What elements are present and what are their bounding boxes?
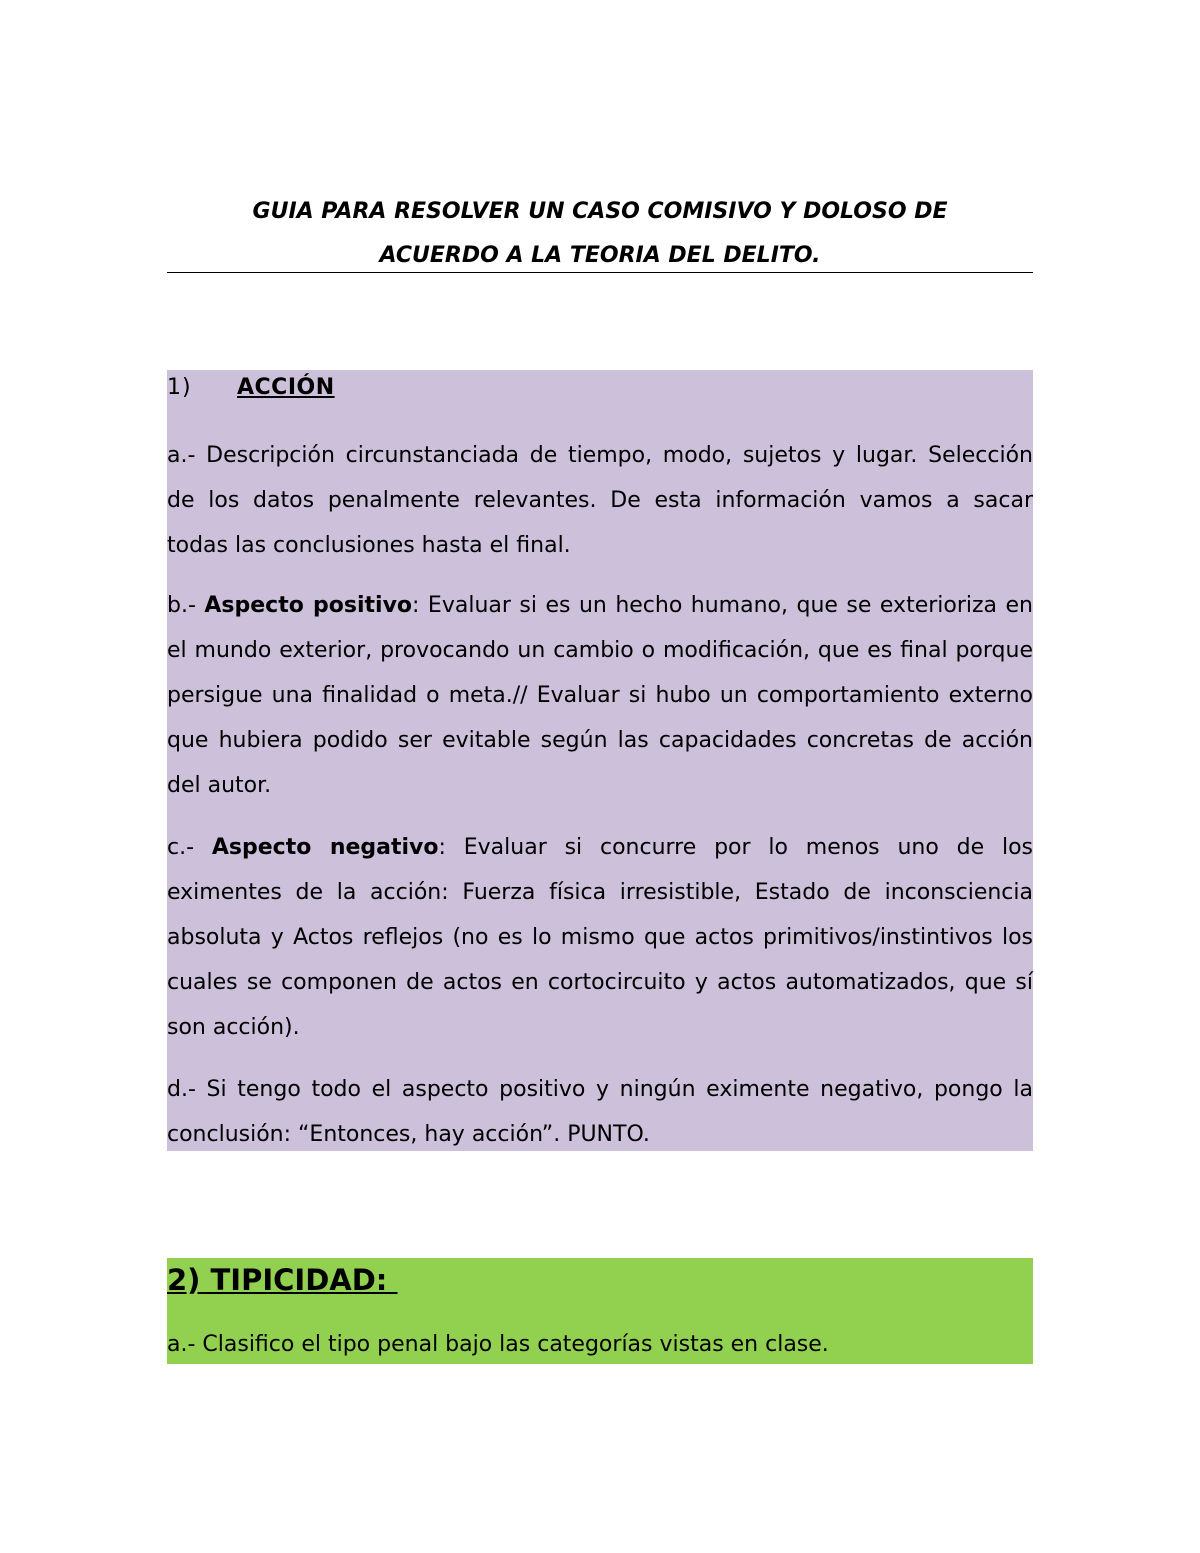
- section-accion-heading: [167, 370, 1033, 406]
- accion-item-a: a.- Descripción circunstanciada de tiempo, modo, sujetos y lugar. Selección de los datos penalmente relevantes. De esta información vamos a sacar todas las conclusiones hasta el final.: [167, 443, 1033, 558]
- section-tipicidad-heading: 2) TIPICIDAD:: [167, 1263, 398, 1297]
- document-title: [167, 190, 1033, 273]
- title-line-1: GUIA PARA RESOLVER UN CASO COMISIVO Y DOLOSO DE: [252, 199, 948, 224]
- section-accion: [167, 370, 1033, 1151]
- accion-item-b-prefix: b.-: [167, 593, 205, 618]
- section-tipicidad: [167, 1258, 1033, 1364]
- accion-item-b-bold: Aspecto positivo: [204, 593, 413, 618]
- section-accion-title: ACCIÓN: [237, 375, 335, 400]
- accion-item-c-prefix: c.-: [167, 835, 212, 860]
- title-line-2: ACUERDO A LA TEORIA DEL DELITO.: [379, 243, 821, 268]
- accion-item-c: [167, 825, 1033, 1050]
- accion-item-b-text: : Evaluar si es un hecho humano, que se exterioriza en el mundo exterior, provocando un cambio o modificación, que es final porque persigue una finalidad o meta.// Evaluar si hubo un comportamiento externo que hubiera podido ser evitable según las capacidades concretas de acción del autor.: [167, 593, 1034, 798]
- accion-item-b: [167, 583, 1033, 808]
- section-accion-number: 1): [167, 375, 192, 400]
- tipicidad-item-a: a.- Clasifico el tipo penal bajo las categorías vistas en clase.: [167, 1332, 829, 1357]
- accion-item-c-text: : Evaluar si concurre por lo menos uno de los eximentes de la acción: Fuerza física irresistible, Estado de inconsciencia absoluta y Actos reflejos (no es lo mismo que actos primitivos/instintivos los cuales se componen de actos en cortocircuito y actos automatizados, que sí son acción).: [167, 835, 1033, 1040]
- accion-item-c-bold: Aspecto negativo: [211, 835, 439, 860]
- accion-item-d: d.- Si tengo todo el aspecto positivo y ningún eximente negativo, pongo la conclusión: “Entonces, hay acción”. PUNTO.: [167, 1077, 1033, 1147]
